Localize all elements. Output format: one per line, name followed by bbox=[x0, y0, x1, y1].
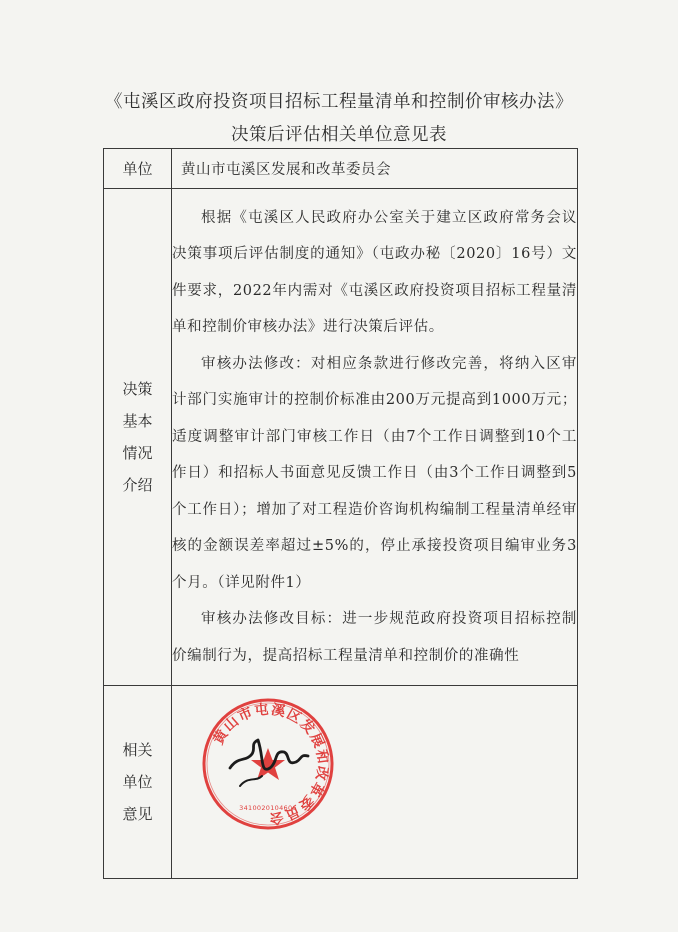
document-title-line1: 《屯溪区政府投资项目招标工程量清单和控制价审核办法》 bbox=[105, 92, 573, 112]
table-row-opinion bbox=[104, 686, 578, 879]
opinion-form-table bbox=[103, 148, 578, 879]
table-row-basic-info bbox=[104, 189, 578, 686]
basic-info-label-text: 决策基本情况介绍 bbox=[122, 380, 153, 494]
unit-label: 单位 bbox=[104, 149, 172, 189]
seal-code: 3410020104606 bbox=[239, 804, 297, 812]
official-seal bbox=[200, 696, 336, 832]
opinion-label-text: 相关单位意见 bbox=[122, 741, 153, 823]
basic-info-paragraph-2: 审核办法修改：对相应条款进行修改完善，将纳入区审计部门实施审计的控制价标准由200万元提高到1000万元；适度调整审计部门审核工作日（由7个工作日调整到10个工作日）和招标人书面意见反馈工作日（由3个工作日调整到5个工作日）；增加了对工程造价咨询机构编制工程量清单经审核的金额误差率超过±5%的，停止承接投资项目编审业务3个月。（详见附件1） bbox=[172, 355, 577, 591]
seal-arc-text: 黄山市屯溪区发展和改革委员会 bbox=[210, 701, 331, 827]
unit-value: 黄山市屯溪区发展和改革委员会 bbox=[172, 149, 578, 189]
basic-info-label bbox=[104, 189, 172, 686]
document-title-line2: 决策后评估相关单位意见表 bbox=[231, 125, 447, 145]
basic-info-paragraph-1: 根据《屯溪区人民政府办公室关于建立区政府常务会议决策事项后评估制度的通知》（屯政办秘〔2020〕16号）文件要求，2022年内需对《屯溪区政府投资项目招标工程量清单和控制价审核办法》进行决策后评估。 bbox=[172, 209, 577, 336]
basic-info-content bbox=[172, 189, 578, 686]
opinion-label bbox=[104, 686, 172, 879]
basic-info-paragraph-3: 审核办法修改目标：进一步规范政府投资项目招标控制价编制行为，提高招标工程量清单和控制价的准确性 bbox=[172, 611, 577, 664]
official-seal-graphic bbox=[200, 696, 336, 832]
opinion-content bbox=[172, 686, 578, 879]
table-row-unit bbox=[104, 149, 578, 189]
